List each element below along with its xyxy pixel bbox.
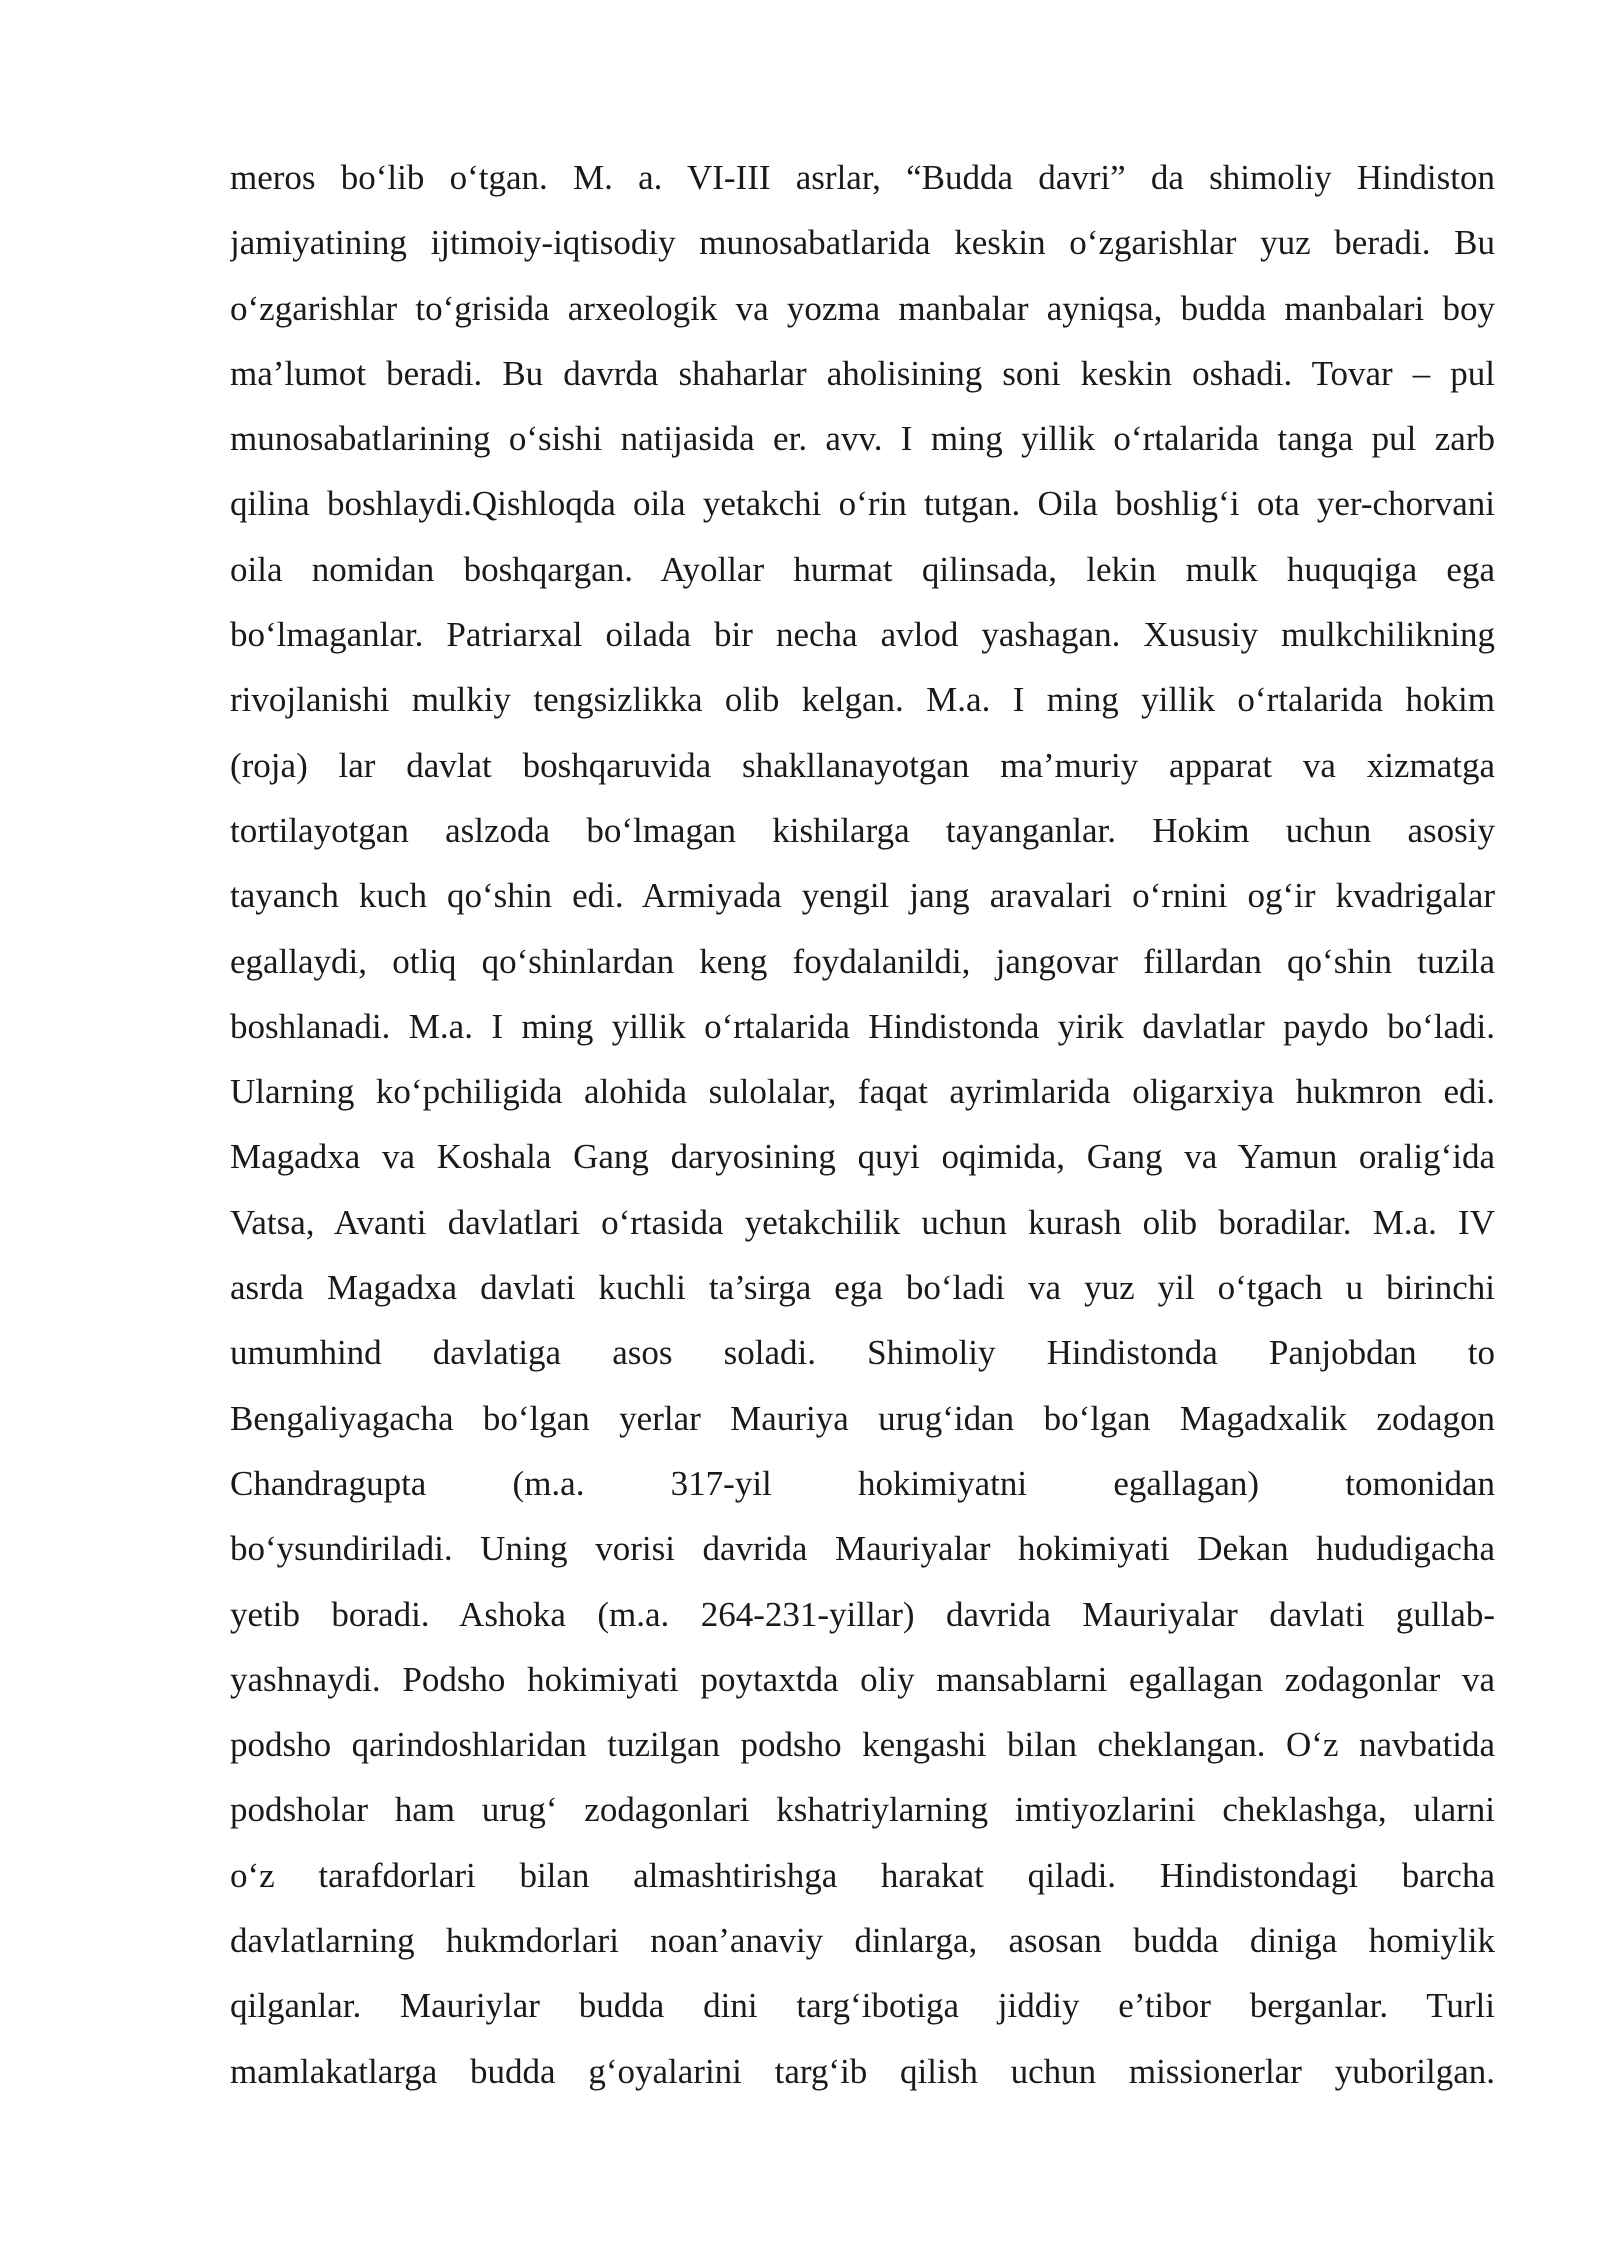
text-line: oila nomidan boshqargan. Ayollar hurmat qilinsada, lekin mulk huquqiga ega <box>230 549 1495 589</box>
text-line: meros bo‘lib o‘tgan. M. a. VI-III asrlar, “Budda davri” da shimoliy Hindiston <box>230 158 1495 197</box>
text-line: tayanch kuch qo‘shin edi. Armiyada yengil jang aravalari o‘rnini og‘ir kvadrigalar <box>230 876 1495 916</box>
text-line: bo‘ysundiriladi. Uning vorisi davrida Mauriyalar hokimiyati Dekan hududigacha <box>230 1529 1495 1569</box>
text-line: davlatlarning hukmdorlari noan’anaviy dinlarga, asosan budda diniga homiylik <box>230 1921 1495 1961</box>
text-line: Chandragupta (m.a. 317-yil hokimiyatni egallagan) tomonidan <box>230 1463 1495 1503</box>
text-line: tortilayotgan aslzoda bo‘lmagan kishilarga tayanganlar. Hokim uchun asosiy <box>230 810 1495 850</box>
text-line: (roja) lar davlat boshqaruvida shakllanayotgan ma’muriy apparat va xizmatga <box>230 745 1495 785</box>
text-line: asrda Magadxa davlati kuchli ta’sirga ega bo‘ladi va yuz yil o‘tgach u birinchi <box>230 1268 1495 1308</box>
text-line: umumhind davlatiga asos soladi. Shimoliy Hindistonda Panjobdan to <box>230 1333 1495 1373</box>
text-line: egallaydi, otliq qo‘shinlardan keng foydalanildi, jangovar fillardan qo‘shin tuzila <box>230 941 1495 981</box>
text-line: qilina boshlaydi.Qishloqda oila yetakchi o‘rin tutgan. Oila boshlig‘i ota yer-chorvani <box>230 484 1495 524</box>
text-line: Bengaliyagacha bo‘lgan yerlar Mauriya urug‘idan bo‘lgan Magadxalik zodagon <box>230 1398 1495 1438</box>
text-line: rivojlanishi mulkiy tengsizlikka olib kelgan. M.a. I ming yillik o‘rtalarida hokim <box>230 680 1495 720</box>
text-line: podsholar ham urug‘ zodagonlari kshatriylarning imtiyozlarini cheklashga, ularni <box>230 1790 1495 1830</box>
text-line: yashnaydi. Podsho hokimiyati poytaxtda oliy mansablarni egallagan zodagonlar va <box>230 1659 1495 1699</box>
text-line: Magadxa va Koshala Gang daryosining quyi oqimida, Gang va Yamun oralig‘ida <box>230 1137 1495 1177</box>
body-text <box>230 145 1495 2104</box>
text-line: jamiyatining ijtimoiy-iqtisodiy munosabatlarida keskin o‘zgarishlar yuz beradi. Bu <box>230 223 1495 263</box>
text-line: qilganlar. Mauriylar budda dini targ‘ibotiga jiddiy e’tibor berganlar. Turli <box>230 1986 1495 2026</box>
text-line: Ularning ko‘pchiligida alohida sulolalar, faqat ayrimlarida oligarxiya hukmron edi. <box>230 1072 1495 1112</box>
text-line: bo‘lmaganlar. Patriarxal oilada bir necha avlod yashagan. Xususiy mulkchilikning <box>230 615 1495 655</box>
text-line: munosabatlarining o‘sishi natijasida er. avv. I ming yillik o‘rtalarida tanga pul zarb <box>230 419 1495 459</box>
text-line: o‘zgarishlar to‘grisida arxeologik va yozma manbalar ayniqsa, budda manbalari boy <box>230 288 1495 328</box>
text-line: o‘z tarafdorlari bilan almashtirishga harakat qiladi. Hindistondagi barcha <box>230 1855 1495 1895</box>
text-line: boshlanadi. M.a. I ming yillik o‘rtalarida Hindistonda yirik davlatlar paydo bo‘ladi. <box>230 1006 1495 1046</box>
text-line: yetib boradi. Ashoka (m.a. 264-231-yillar) davrida Mauriyalar davlati gullab- <box>230 1594 1495 1634</box>
text-line: mamlakatlarga budda g‘oyalarini targ‘ib qilish uchun missionerlar yuborilgan. <box>230 2051 1495 2091</box>
text-line: podsho qarindoshlaridan tuzilgan podsho kengashi bilan cheklangan. O‘z navbatida <box>230 1725 1495 1765</box>
text-line: ma’lumot beradi. Bu davrda shaharlar aholisining soni keskin oshadi. Tovar – pul <box>230 353 1495 393</box>
text-line: Vatsa, Avanti davlatlari o‘rtasida yetakchilik uchun kurash olib boradilar. M.a. IV <box>230 1202 1495 1242</box>
